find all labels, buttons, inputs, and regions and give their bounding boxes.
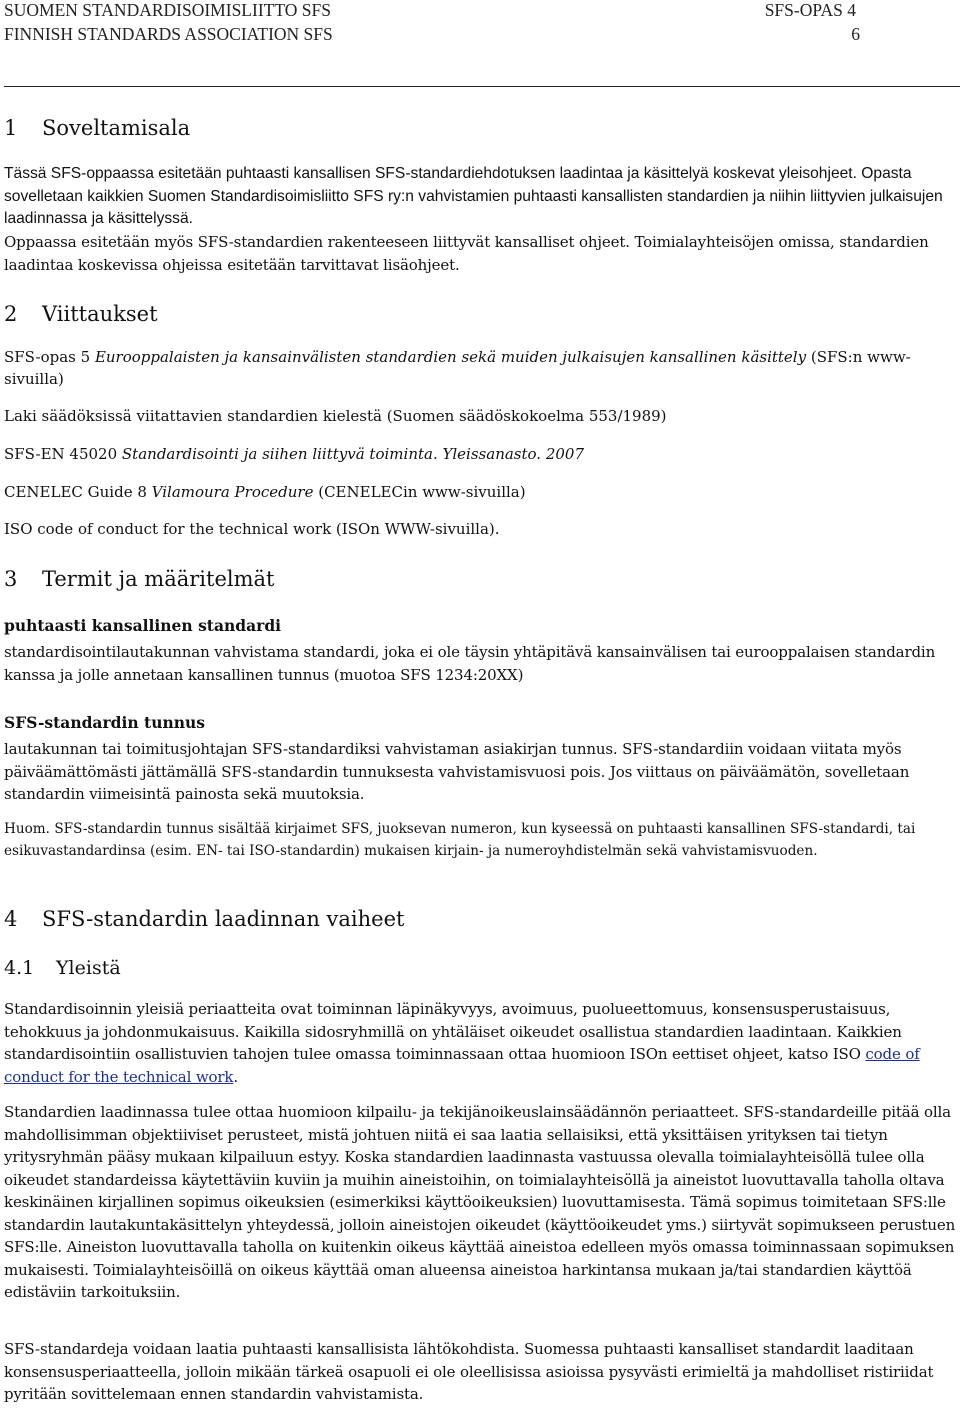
section-3-heading <box>4 566 956 592</box>
definition-1: standardisointilautakunnan vahvistama standardi, joka ei ole täysin yhtäpitävä kansainvälisen tai eurooppalaisen standardin kanssa ja jolle annetaan kansallinen tunnus (muotoa SFS 1234:20XX) <box>4 643 936 684</box>
reference-sfs-opas-5-id: SFS-opas 5 <box>4 348 95 366</box>
reference-cenelec-id: CENELEC Guide 8 <box>4 483 152 501</box>
header-doc-id: SFS-OPAS 4 <box>764 0 856 20</box>
reference-sfs-en-45020 <box>4 443 956 465</box>
reference-sfs-en-45020-title: Standardisointi ja siihen liittyvä toiminta. Yleissanasto. 2007 <box>121 445 584 463</box>
header-rule <box>4 86 960 87</box>
reference-cenelec-title: Vilamoura Procedure <box>151 483 314 501</box>
section-4-paragraph-3: SFS-standardeja voidaan laatia puhtaasti kansallisista lähtökohdista. Suomessa puhtaasti kansalliset standardit laaditaan konsensusperiaatteella, jolloin mikään tärkeä osapuoli ei ole oleellisissa asioissa pysyvästi erimieltä ja mahdolliset ristiriidat pyritään sovittelemaan ennen standardin vahvistamista. <box>4 1340 934 1403</box>
section-4-paragraph-1 <box>4 998 956 1088</box>
section-3-title: Termit ja määritelmät <box>42 567 275 591</box>
section-4-heading <box>4 906 956 932</box>
definition-2: lautakunnan tai toimitusjohtajan SFS-standardiksi vahvistaman asiakirjan tunnus. SFS-standardiin voidaan viitata myös päiväämättömästi jättämällä SFS-standardin tunnuksesta vahvistamisvuosi pois. Jos viittaus on päiväämätön, sovelletaan standardin viimeisintä painosta sekä muutoksia. <box>4 740 910 803</box>
note: Huom. SFS-standardin tunnus sisältää kirjaimet SFS, juoksevan numeron, kun kyseessä on puhtaasti kansallinen SFS-standardi, tai esikuvastandardinsa (esim. EN- tai ISO-standardin) mukaisen kirjain- ja numeroyhdistelmän sekä vahvistamisvuoden. <box>4 821 916 859</box>
section-3-number: 3 <box>4 567 18 591</box>
reference-sfs-opas-5 <box>4 346 956 390</box>
section-1-paragraph-a: Tässä SFS-oppaassa esitetään puhtaasti kansallisen SFS-standardiehdotuksen laadintaa ja käsittelyä koskevat yleisohjeet. Opasta sovelletaan kaikkien Suomen Standardisoimisliitto SFS ry:n vahvistamien puhtaasti kansallisten standardien ja niihin liittyvien julkaisujen laadinnassa ja käsittelyssä. <box>4 165 943 227</box>
header-org-en: FINNISH STANDARDS ASSOCIATION SFS <box>4 24 333 44</box>
reference-sfs-opas-5-title: Eurooppalaisten ja kansainvälisten standardien sekä muiden julkaisujen kansallinen käsittely <box>94 348 807 366</box>
section-2-number: 2 <box>4 302 18 326</box>
iso-code-of-conduct-link[interactable]: code of conduct for the technical work <box>4 1045 920 1086</box>
term-1: puhtaasti kansallinen standardi <box>4 616 282 635</box>
reference-sfs-en-45020-id: SFS-EN 45020 <box>4 445 122 463</box>
section-4-title: SFS-standardin laadinnan vaiheet <box>42 907 405 931</box>
section-4-paragraph-1-text: Standardisoinnin yleisiä periaatteita ovat toiminnan läpinäkyvyys, avoimuus, puolueettomuus, konsensusperustaisuus, tehokkuus ja johdonmukaisuus. Kaikilla sidosryhmillä on yhtäläiset oikeudet osallistua standardien laadintaan. Kaikkien standardisointiin osallistuvien tahojen tulee omassa toiminnassaan ottaa huomioon ISOn eettiset ohjeet, katso ISO <box>4 1000 902 1063</box>
header-org-fi: SUOMEN STANDARDISOIMISLIITTO SFS <box>4 0 331 20</box>
section-4-number: 4 <box>4 907 18 931</box>
subsection-4-1-title: Yleistä <box>56 957 121 979</box>
section-4-paragraph-2: Standardien laadinnassa tulee ottaa huomioon kilpailu- ja tekijänoikeuslainsäädännön periaatteet. SFS-standardeille pitää olla mahdollisimman objektiiviset perusteet, mistä johtuen niitä ei saa laatia sellaisiksi, että yksittäisen yrityksen tai tietyn yritysryhmän pääsy mukaan kilpailuun estyy. Koska standardien laadinnasta vastuussa olevalla toimialayhteisöllä tulee olla oikeudet standardeissa käytettäviin kuviin ja muihin aineistoihin, on toimialayhteisöllä ja aineistot luovuttavalla taholla oltava keskinäinen kirjallinen sopimus oikeuksien (esimerkiksi käyttöoikeuksien) luovuttamisesta. Tämä sopimus toimitetaan SFS:lle standardin lautakuntakäsittelyn yhteydessä, jolloin aineistojen oikeudet (käyttöoikeudet yms.) siirtyvät sopimukseen perustuen SFS:lle. Aineiston luovuttavalla taholla on kuitenkin oikeus käyttää aineistoa edelleen myös omassa toiminnassaan sopimuksen mukaisesti. Toimialayhteisöillä on oikeus käyttää oman alueensa aineistoa harkintansa mukaan ja/tai standardien käyttöä edistäviin tarkoituksiin. <box>4 1103 956 1301</box>
reference-iso-code: ISO code of conduct for the technical work (ISOn WWW-sivuilla). <box>4 520 500 538</box>
term-2: SFS-standardin tunnus <box>4 713 205 732</box>
subsection-4-1-number: 4.1 <box>4 957 35 979</box>
section-1-heading <box>4 115 956 141</box>
header-page-number: 6 <box>851 24 860 44</box>
section-1-paragraph-b: Oppaassa esitetään myös SFS-standardien rakenteeseen liittyvät kansalliset ohjeet. Toimialayhteisöjen omissa, standardien laadintaa koskevissa ohjeissa esitetään tarvittavat lisäohjeet. <box>4 233 929 274</box>
section-2-heading <box>4 301 956 327</box>
section-1-title: Soveltamisala <box>42 116 191 140</box>
reference-laki: Laki säädöksissä viitattavien standardien kielestä (Suomen säädöskokoelma 553/1989) <box>4 407 667 425</box>
reference-cenelec-source: (CENELECin www-sivuilla) <box>313 483 526 501</box>
reference-sfs-opas-5-source: (SFS:n www-sivuilla) <box>4 348 911 388</box>
section-2-title: Viittaukset <box>42 302 158 326</box>
subsection-4-1-heading <box>4 955 956 981</box>
reference-cenelec-guide-8 <box>4 481 956 503</box>
section-4-paragraph-1-end: . <box>233 1067 238 1086</box>
section-1-number: 1 <box>4 116 18 140</box>
